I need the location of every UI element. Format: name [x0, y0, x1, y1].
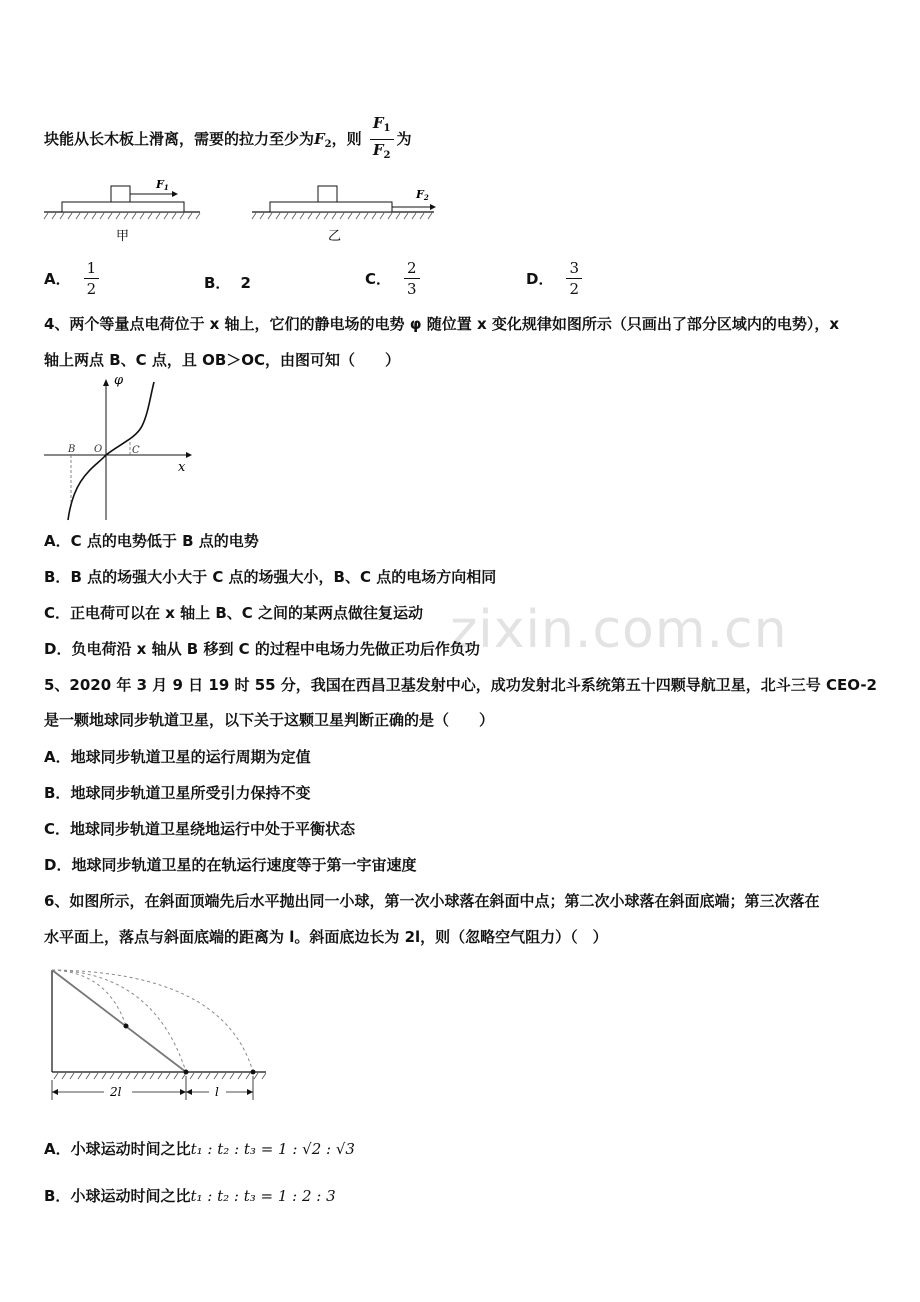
q4-stem-line2: 轴上两点 B、C 点，且 OB＞OC，由图可知（ ） — [44, 351, 401, 369]
q3-force-b-label: F2 — [416, 188, 429, 202]
q4-option-b[interactable]: B．B 点的场强大小大于 C 点的场强大小，B、C 点的电场方向相同 — [44, 568, 497, 586]
q4-option-c[interactable]: C．正电荷可以在 x 轴上 B、C 之间的某两点做往复运动 — [44, 604, 424, 622]
watermark: zixin.com.cn — [450, 600, 788, 660]
q3-figure-a — [44, 178, 204, 244]
q3-stem — [44, 113, 412, 166]
q3-option-a[interactable]: A． $\frac{1}{2}$ — [44, 258, 102, 299]
q3-stem-end: 为 — [396, 130, 412, 148]
q3-stem-text: 块能从长木板上滑离，需要的拉力至少为 — [44, 130, 315, 148]
q3-option-d[interactable]: D． $\frac{3}{2}$ — [526, 258, 585, 299]
q3-fig-label-b: 乙 — [328, 229, 342, 244]
q6-stem-line1: 6、如图所示，在斜面顶端先后水平抛出同一小球，第一次小球落在斜面中点；第二次小球落在斜面底端；第三次落在 — [44, 892, 820, 910]
q4-graph-o-label: O — [94, 444, 103, 455]
q3-force-a-label: F1 — [156, 178, 169, 192]
q3-f2: $F_2$ — [314, 130, 332, 150]
q3-figure-b — [252, 178, 442, 244]
q6-dim-l-label: l — [215, 1085, 219, 1099]
q4-stem-line1: 4、两个等量点电荷位于 x 轴上，它们的静电场的电势 φ 随位置 x 变化规律如图所示（只画出了部分区域内的电势），x — [44, 315, 840, 333]
q4-option-d[interactable]: D．负电荷沿 x 轴从 B 移到 C 的过程中电场力先做正功后作负功 — [44, 640, 480, 658]
q4-option-a[interactable]: A．C 点的电势低于 B 点的电势 — [44, 532, 259, 550]
q3-fig-label-a: 甲 — [116, 229, 130, 244]
q4-graph-b-label: B — [68, 444, 76, 455]
q6-incline-figure — [44, 962, 274, 1107]
q3-stem-tail: ，则 — [331, 130, 362, 148]
q4-graph-phi-label: φ — [114, 373, 124, 388]
q5-option-d[interactable]: D．地球同步轨道卫星的在轨运行速度等于第一宇宙速度 — [44, 856, 417, 874]
q4-graph-c-label: C — [132, 445, 140, 456]
q5-option-c[interactable]: C．地球同步轨道卫星绕地运行中处于平衡状态 — [44, 820, 356, 838]
q5-stem-line2: 是一颗地球同步轨道卫星，以下关于这颗卫星判断正确的是（ ） — [44, 711, 495, 729]
q6-stem-line2: 水平面上，落点与斜面底端的距离为 l。斜面底边长为 2l，则（忽略空气阻力）（ ） — [44, 928, 608, 946]
q4-potential-graph — [44, 373, 204, 524]
q4-graph-x-label: x — [178, 460, 186, 475]
q6-option-a[interactable]: A．小球运动时间之比t₁ : t₂ : t₃ = 1 : √2 : √3 — [44, 1140, 355, 1158]
q3-option-c[interactable]: C． $\frac{2}{3}$ — [365, 258, 423, 299]
q3-ratio-fraction: $\frac{F_1}{F_2}$ — [370, 113, 394, 166]
q6-dim-2l-label: 2l — [110, 1085, 122, 1099]
q3-option-b[interactable]: B． 2 — [204, 274, 251, 292]
q5-stem-line1: 5、2020 年 3 月 9 日 19 时 55 分，我国在西昌卫基发射中心，成功发射北斗系统第五十四颗导航卫星，北斗三号 CEO-2 — [44, 676, 877, 694]
q6-option-b[interactable]: B．小球运动时间之比t₁ : t₂ : t₃ = 1 : 2 : 3 — [44, 1187, 336, 1205]
q5-option-a[interactable]: A．地球同步轨道卫星的运行周期为定值 — [44, 748, 311, 766]
q5-option-b[interactable]: B．地球同步轨道卫星所受引力保持不变 — [44, 784, 311, 802]
